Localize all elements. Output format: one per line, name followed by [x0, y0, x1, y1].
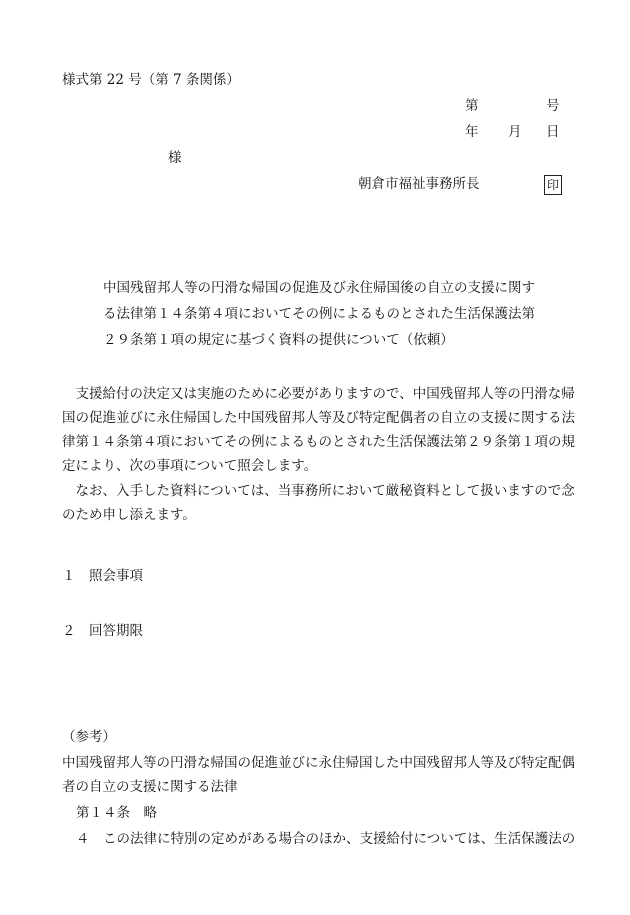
title-line-1: 中国残留邦人等の円滑な帰国の促進及び永住帰国後の自立の支援に関す — [103, 280, 535, 296]
item-number: ２ — [62, 623, 76, 639]
item-number: １ — [62, 568, 76, 584]
body-line: なお、入手した資料については、当事務所において厳秘資料として扱いますので念 — [62, 483, 575, 499]
date-day: 日 — [546, 124, 560, 140]
body-line: 律第１４条第４項においてその例によるものとされた生活保護法第２９条第１項の規 — [62, 434, 575, 450]
reference-clause-number: ４ — [76, 831, 90, 847]
date-year: 年 — [465, 124, 479, 140]
body-line: 国の促進並びに永住帰国した中国残留邦人等及び特定配偶者の自立の支援に関する法 — [62, 410, 575, 426]
recipient-suffix: 様 — [168, 150, 182, 166]
item-label: 回答期限 — [89, 623, 143, 639]
form-id: 様式第 22 号（第 7 条関係） — [62, 72, 240, 88]
item-label: 照会事項 — [89, 568, 143, 584]
title-line-2: る法律第１４条第４項においてその例によるものとされた生活保護法第 — [103, 306, 535, 322]
reference-article: 第１４条 略 — [76, 805, 157, 821]
number-prefix: 第 — [465, 98, 479, 114]
reference-law-line: 者の自立の支援に関する法律 — [62, 779, 238, 795]
body-line: のため申し添えます。 — [62, 507, 196, 523]
reference-heading: （参考） — [62, 729, 116, 745]
reference-law-line: 中国残留邦人等の円滑な帰国の促進並びに永住帰国した中国残留邦人等及び特定配偶 — [62, 755, 575, 771]
number-suffix: 号 — [546, 98, 560, 114]
title-line-3: ２９条第１項の規定に基づく資料の提供について（依頼） — [103, 332, 454, 348]
date-month: 月 — [508, 124, 522, 140]
reference-clause-text: この法律に特別の定めがある場合のほか、支援給付については、生活保護法の — [103, 831, 576, 847]
sender-name: 朝倉市福祉事務所長 — [358, 176, 480, 192]
body-line: 支援給付の決定又は実施のために必要がありますので、中国残留邦人等の円滑な帰 — [62, 386, 575, 402]
seal-mark: 印 — [544, 175, 562, 195]
body-line: 定により、次の事項について照会します。 — [62, 458, 318, 474]
